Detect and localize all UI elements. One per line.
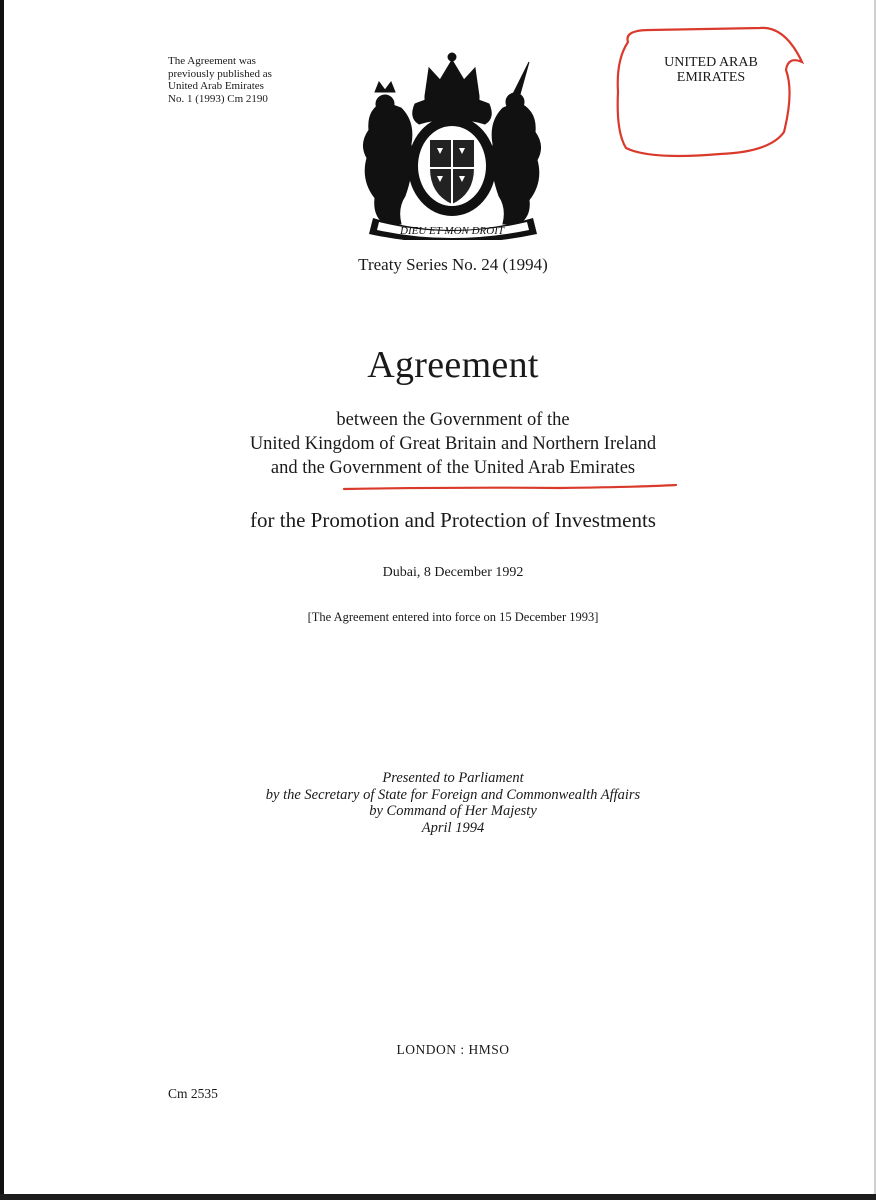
previous-note-line: United Arab Emirates [168,80,264,92]
presentation-line: by Command of Her Majesty [369,803,537,819]
presentation-line: Presented to Parliament [382,770,524,786]
country-line: UNITED ARAB [664,55,758,70]
page-left-edge [0,0,4,1200]
command-number: Cm 2535 [168,1086,218,1101]
presentation-line: April 1994 [421,819,485,836]
presentation-line: by the Secretary of State for Foreign and Commonwealth Affairs [265,786,641,803]
previous-note-line: previously published as [168,67,272,80]
parties-line: and the Government of the United Arab Emirates [270,458,636,478]
previous-note-line: The Agreement was [168,55,256,67]
red-annotation-underline [340,480,680,496]
royal-coat-of-arms-icon [345,48,560,240]
agreement-purpose: for the Promotion and Protection of Investments [250,508,656,532]
presentation-block [0,770,876,836]
previous-publication-note [168,55,298,105]
parties-line: United Kingdom of Great Britain and Northern Ireland [249,434,657,454]
motto-text: DIEU ET MON DROIT [400,225,504,237]
parties-block [0,408,876,480]
parties-line: between the Government of the [336,410,570,430]
red-annotation-circle [610,22,815,162]
country-line: EMIRATES [676,70,746,85]
document-title: Agreement [367,344,539,386]
previous-note-line: No. 1 (1993) Cm 2190 [168,92,268,105]
place-and-date: Dubai, 8 December 1992 [382,565,524,580]
bottom-edge [0,1194,876,1200]
publisher-imprint: LONDON : HMSO [396,1042,510,1057]
treaty-series: Treaty Series No. 24 (1994) [358,255,548,274]
entry-into-force-note: [The Agreement entered into force on 15 December 1993] [307,610,599,624]
